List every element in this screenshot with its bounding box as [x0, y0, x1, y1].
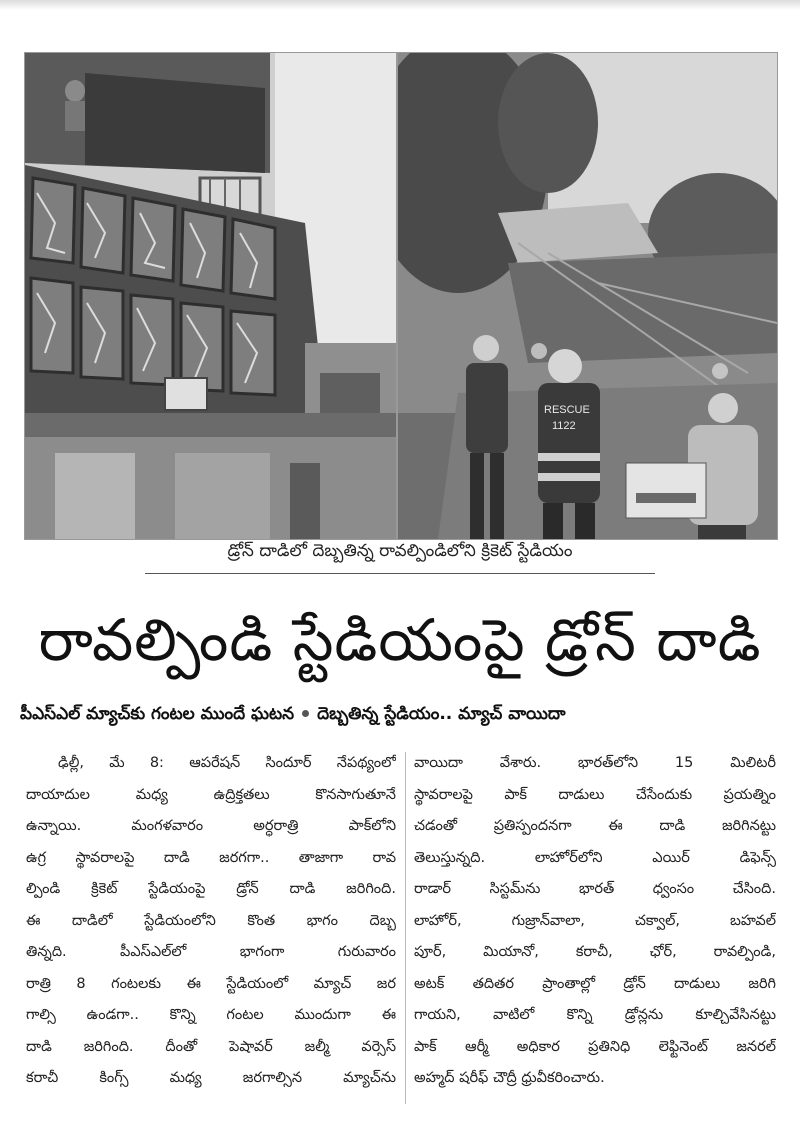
body-line: గాల్సి ఉండగా.. కొన్ని గంటల ముందుగా ఈ	[26, 1007, 396, 1023]
damaged-building-image	[25, 53, 396, 539]
subheadline	[20, 704, 780, 728]
body-line: పాక్ ఆర్మీ అధికార ప్రతినిధి లెఫ్టినెంట్ జనరల్	[414, 1038, 776, 1055]
body-line: తెలుస్తున్నది. లాహోర్‌లోని ఎయిర్ డిఫెన్స్	[414, 849, 776, 866]
photo-caption: డ్రోన్ దాడిలో దెబ్బతిన్న రావల్పిండిలోని క్రికెట్ స్టేడియం	[227, 541, 573, 561]
body-line: వాయిదా వేశారు. భారత్‌లోని 15 మిలిటరీ	[414, 755, 776, 771]
body-line: కరాచీ కింగ్స్ మధ్య జరగాల్సిన మ్యాచ్‌ను	[26, 1070, 396, 1086]
subhead-part-1: పీఎస్ఎల్ మ్యాచ్‌కు గంటల ముందే ఘటన	[20, 704, 295, 724]
body-line: తిన్నది. పీఎస్ఎల్‌లో భాగంగా గురువారం	[26, 944, 396, 960]
damaged-building-photo	[24, 52, 397, 540]
headline: రావల్పిండి స్టేడియంపై డ్రోన్ దాడి	[38, 606, 762, 674]
body-line: చడంతో ప్రతిస్పందనగా ఈ దాడి జరిగినట్టు	[414, 818, 776, 834]
body-line: ఉగ్ర స్థావరాలపై దాడి జరగగా.. తాజాగా రావ	[26, 849, 396, 866]
body-line: ఈ దాడిలో స్టేడియంలోని కొంత భాగం దెబ్బ	[26, 912, 396, 929]
page-top-edge	[0, 0, 800, 10]
news-photos	[24, 52, 776, 538]
column-divider	[405, 752, 406, 1104]
article-column-right	[414, 748, 776, 1095]
rescue-workers-photo	[397, 52, 778, 540]
rescue-vest-label: RESCUE	[544, 404, 590, 416]
bullet-separator	[302, 710, 309, 717]
body-line: లాహోర్, గుజ్రాన్‌వాలా, చక్వాల్, బహవల్	[414, 912, 776, 929]
body-line: దాయాదుల మధ్య ఉద్రిక్తతలు కొనసాగుతూనే	[26, 786, 396, 803]
body-line: పూర్, మియానో, కరాచీ, ఛోర్, రావల్పిండి,	[414, 944, 776, 960]
body-line: గాయని, వాటిలో కొన్ని డ్రోన్లను కూల్చివేసినట్టు	[414, 1007, 776, 1023]
rescue-scene-image	[398, 53, 777, 539]
body-line: రాత్రి 8 గంటలకు ఈ స్టేడియంలో మ్యాచ్ జర	[26, 975, 396, 992]
body-line: స్థావరాలపై పాక్ దాడులు చేసేందుకు ప్రయత్నిం	[414, 786, 776, 803]
body-line: రాడార్ సిస్టమ్‌ను భారత్ ధ్వంసం చేసింది.	[414, 881, 776, 897]
body-line: ఢిల్లీ, మే 8: ఆపరేషన్ సిందూర్ నేపథ్యంలో	[58, 755, 396, 771]
article-column-left	[26, 748, 396, 1095]
body-line: అహ్మద్ షరీఫ్ చౌద్రీ ధ్రువీకరించారు.	[414, 1070, 605, 1086]
caption-underline	[145, 573, 655, 574]
body-line: దాడి జరిగింది. దీంతో పెషావర్ జల్మీ వర్సెస్	[26, 1038, 396, 1055]
body-line: అటక్ తదితర ప్రాంతాల్లో డ్రోన్ దాడులు జరిగి	[414, 975, 776, 992]
body-line: ఉన్నాయి. మంగళవారం అర్ధరాత్రి పాక్‌లోని	[26, 818, 396, 834]
subhead-part-2: దెబ్బతిన్న స్టేడియం.. మ్యాచ్ వాయిదా	[317, 704, 566, 724]
rescue-vest-number: 1122	[552, 420, 576, 432]
body-line: ల్పిండి క్రికెట్ స్టేడియంపై డ్రోన్ దాడి జరిగింది.	[26, 881, 396, 897]
